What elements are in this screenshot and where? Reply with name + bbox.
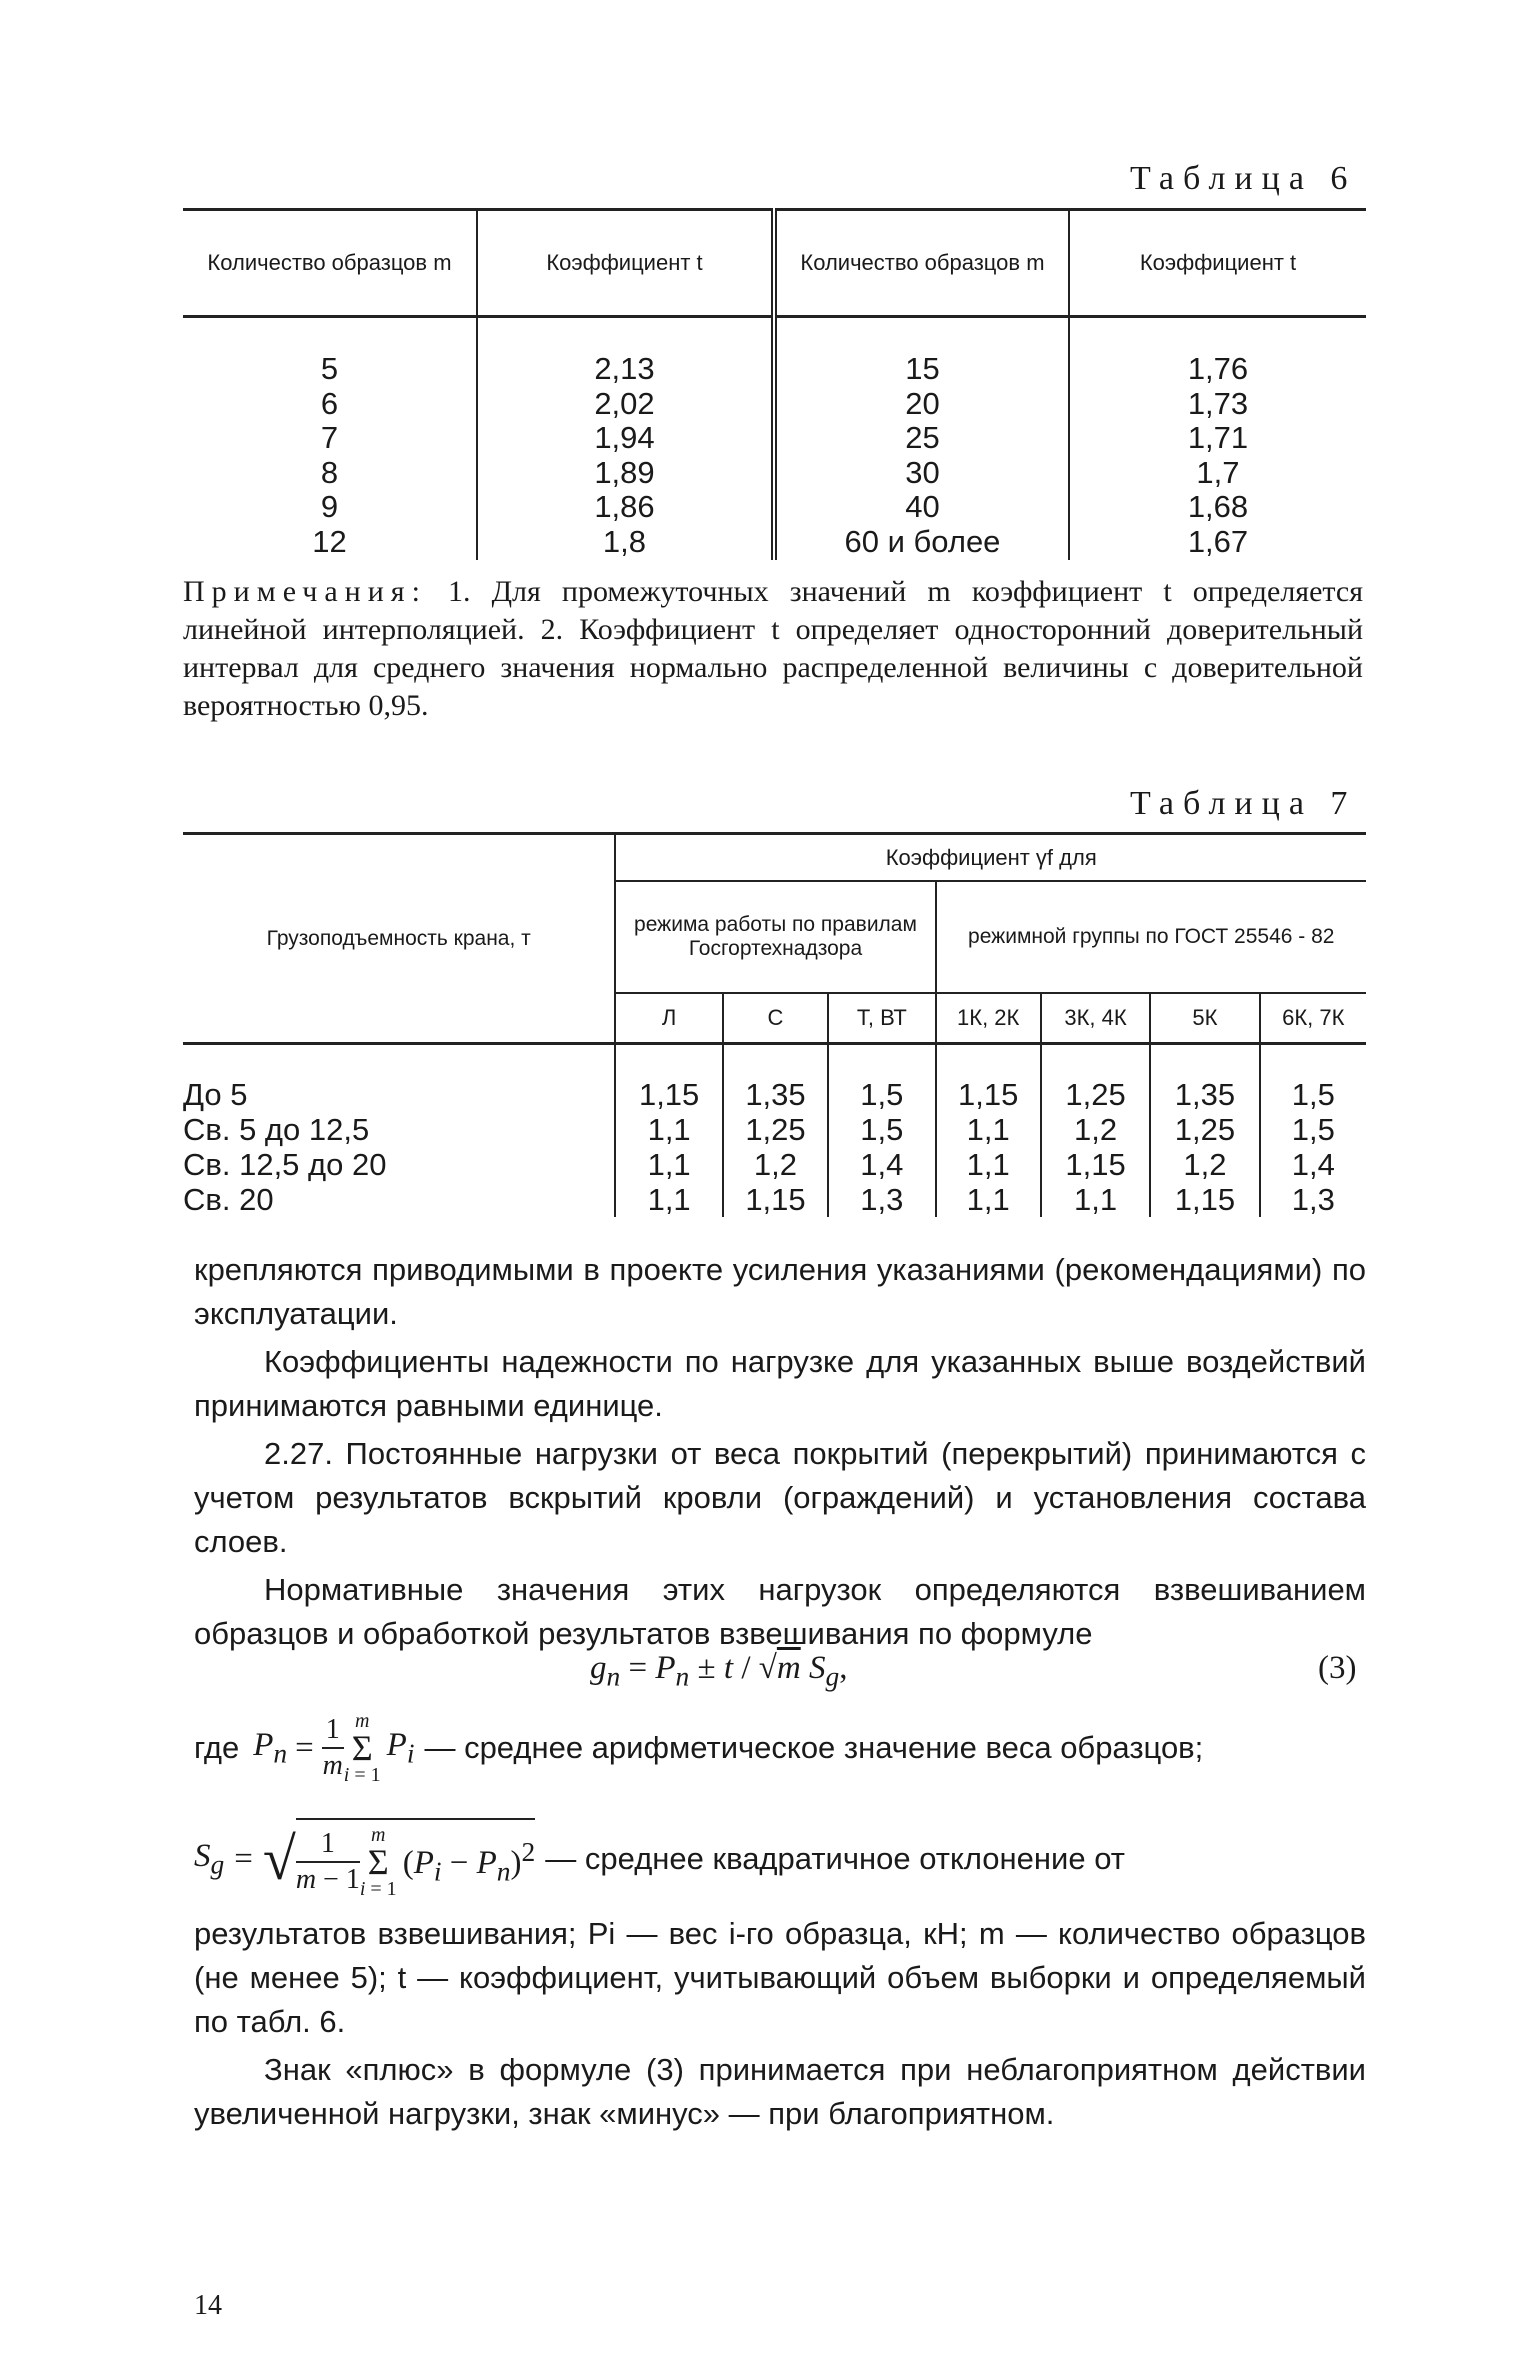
paragraph-variables: результатов взвешивания; Pi — вес i-го образца, кН; m — количество образцов (не менее 5); t — коэффициент, учитывающий объем выборки и определяемый по табл. 6. [194,1916,1366,2039]
table7-cell: 1,15 [615,1044,722,1113]
table7-cell: 1,1 [615,1182,722,1217]
table7-cell: 1,1 [615,1112,722,1147]
table7-col: С [723,993,828,1044]
table6-cell: 40 [774,490,1069,525]
page-number: 14 [194,2290,222,2321]
where-label: где [194,1730,240,1765]
table6-header-count1: Количество образцов m [183,210,477,317]
table7-cell: 1,3 [828,1182,935,1217]
table6-cell: 9 [320,489,339,525]
table7-cell: 1,1 [936,1112,1041,1147]
body-text-upper [194,1248,1366,1656]
table6-header-count2: Количество образцов m [774,210,1069,317]
table6-cell: 1,73 [1069,387,1366,422]
table7-caption: Таблица 7 [1130,785,1357,822]
table6-row [183,456,1366,491]
table6-row [183,525,1366,560]
table6-cell: 60 и более [774,525,1069,560]
table6-cell: 1,89 [477,456,774,491]
table6-note [183,573,1363,725]
table7-col: 1К, 2К [936,993,1041,1044]
table7-cell-label: До 5 [183,1077,248,1112]
table6-cell: 20 [774,387,1069,422]
table6-cell: 2,02 [477,387,774,422]
table6-cell: 15 [774,317,1069,387]
formula-3: $g_n = P_n \pm t / √m$ $S_g$, [590,1650,848,1692]
paragraph-sign: Знак «плюс» в формуле (3) принимается при неблагоприятном действии увеличенной нагрузки, знак «минус» — при благоприятном. [194,2052,1366,2131]
table6-caption: Таблица 6 [1130,160,1357,197]
table7-row [183,1044,1366,1113]
table7-col: 3К, 4К [1041,993,1150,1044]
table7-row [183,1112,1366,1147]
table6-cell: 1,8 [477,525,774,560]
table7-header-group: Коэффициент γf для [615,834,1366,882]
formula-number: (3) [1318,1650,1357,1686]
body-text-lower [194,1912,1366,2136]
table7-cell: 1,15 [1041,1147,1150,1182]
table7-cell: 1,25 [723,1112,828,1147]
table7-cell: 1,5 [828,1044,935,1113]
table6-cell: 12 [312,523,347,559]
table6-row [183,387,1366,422]
table6-cell: 1,68 [1069,490,1366,525]
sg-description: — среднее квадратичное отклонение от [545,1841,1125,1876]
paragraph-continuation: крепляются приводимыми в проекте усиления указаниями (рекомендациями) по эксплуатации. [194,1252,1366,1331]
sg-definition: $S_g$ = √ $\frac{1}{m - 1}$ m Σ i = 1 $(P_i - P_n)^2$ — среднее квадратичное отклонение от [194,1818,1366,1900]
note-text: 1. Для промежуточных значений m коэффициент t определяется линейной интерполяцией. 2. Коэффициент t определяет односторонний доверительный интервал для среднего значения нормально распределенной величины с доверительной вероятностью 0,95. [183,575,1364,722]
table7-cell: 1,1 [615,1147,722,1182]
table7-cell-label: Св. 20 [183,1182,274,1217]
table7-cell: 1,1 [936,1182,1041,1217]
table7-cell: 1,25 [1041,1044,1150,1113]
table7-row [183,1147,1366,1182]
paragraph-2-27: 2.27. Постоянные нагрузки от веса покрытий (перекрытий) принимаются с учетом результатов вскрытий кровли (ограждений) и установления состава слоев. [194,1436,1366,1559]
table6-cell: 1,86 [477,490,774,525]
pn-definition: где $P_n$ = $\frac{1}{m}$ m Σ i = 1 $P_i$ — среднее арифметическое значение веса образцов; [194,1710,1366,1786]
table6-cell: 1,7 [1069,456,1366,491]
table6-cell: 30 [774,456,1069,491]
table6-cell: 25 [774,421,1069,456]
table6-row [183,421,1366,456]
table7-cell-label: Св. 12,5 до 20 [183,1147,387,1182]
table7-cell: 1,4 [1260,1147,1366,1182]
table7-cell: 1,2 [723,1147,828,1182]
paragraph-normative: Нормативные значения этих нагрузок определяются взвешиванием образцов и обработкой результатов взвешивания по формуле [194,1572,1366,1651]
table7-col: 6К, 7К [1260,993,1366,1044]
table6-cell: 8 [320,454,339,490]
table7-cell-label: Св. 5 до 12,5 [183,1112,370,1147]
table7-header-capacity: Грузоподъемность крана, т [183,834,615,1044]
table6-row [183,490,1366,525]
table6-header-coef2: Коэффициент t [1069,210,1366,317]
table7-cell: 1,25 [1150,1112,1259,1147]
table7-cell: 1,15 [723,1182,828,1217]
table7-cell: 1,4 [828,1147,935,1182]
table7-cell: 1,1 [1041,1182,1150,1217]
table7-col: 5К [1150,993,1259,1044]
table6-cell: 1,76 [1069,317,1366,387]
table7-col: Л [615,993,722,1044]
table7-cell: 1,15 [936,1044,1041,1113]
table6-cell: 1,67 [1069,525,1366,560]
table7-cell: 1,5 [1260,1044,1366,1113]
table7-cell: 1,5 [828,1112,935,1147]
table7-cell: 1,1 [936,1147,1041,1182]
table7-cell: 1,3 [1260,1182,1366,1217]
note-label: Примечания: [183,575,427,608]
table7-cell: 1,2 [1150,1147,1259,1182]
table7-col: Т, ВТ [828,993,935,1044]
table7-cell: 1,2 [1041,1112,1150,1147]
table6-cell: 2,13 [477,317,774,387]
table6-row [183,317,1366,387]
table6-header-coef1: Коэффициент t [477,210,774,317]
table7-cell: 1,15 [1150,1182,1259,1217]
paragraph-coefficients: Коэффициенты надежности по нагрузке для указанных выше воздействий принимаются равными единице. [194,1344,1366,1423]
table6-cell: 5 [320,351,339,386]
table7-row [183,1182,1366,1217]
table6-cell: 1,71 [1069,421,1366,456]
table6-cell: 1,94 [477,421,774,456]
table7-cell: 1,35 [723,1044,828,1113]
table7 [183,832,1366,1217]
pn-description: — среднее арифметическое значение веса образцов; [424,1730,1204,1765]
table6-cell: 6 [320,385,339,421]
table7-header-group-gost: режимной группы по ГОСТ 25546 - 82 [936,881,1366,993]
table6-cell: 7 [320,420,339,456]
table7-cell: 1,5 [1260,1112,1366,1147]
table6 [183,208,1366,560]
table7-header-mode: режима работы по правилам Госгортехнадзора [615,881,935,993]
table7-cell: 1,35 [1150,1044,1259,1113]
